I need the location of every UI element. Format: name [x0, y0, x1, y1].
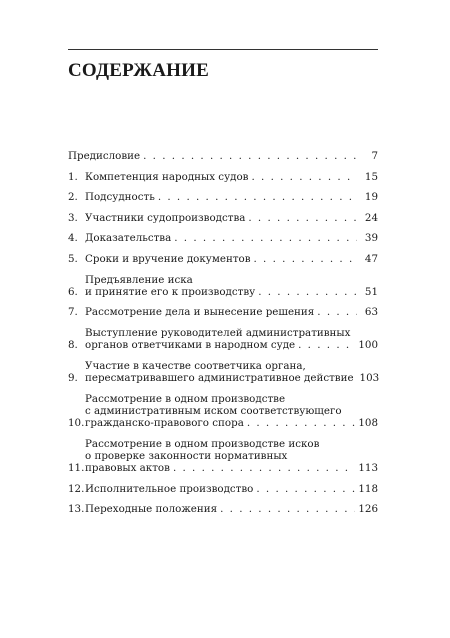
dot-leader: [298, 339, 355, 351]
toc-entry-number: 1.: [68, 170, 78, 183]
toc-entry[interactable]: [68, 232, 378, 244]
toc-entry-page-number: 113: [358, 461, 378, 474]
toc-entry-body: [85, 327, 378, 351]
toc-entry-last-line: [85, 503, 378, 515]
toc-entry-body: [85, 360, 378, 384]
toc-entry-title: Рассмотрение дела и вынесение решения: [85, 306, 315, 319]
toc-entry-body: [85, 191, 378, 203]
toc-entry[interactable]: [68, 274, 378, 298]
toc-entry-page-number: 126: [358, 503, 378, 516]
dot-leader: [174, 232, 357, 244]
toc-entry-title-line: Рассмотрение в одном производстве: [85, 392, 286, 405]
toc-entry-title: Сроки и вручение документов: [85, 252, 251, 265]
page-title: СОДЕРЖАНИЕ: [68, 60, 209, 81]
toc-entry-title: правовых актов: [85, 461, 170, 474]
toc-entry-title: пересматривавшего административное действие: [85, 371, 354, 384]
toc-entry-page-number: 47: [364, 252, 378, 265]
toc-entry-number: 13.: [68, 503, 85, 516]
toc-entry-last-line: [85, 191, 378, 203]
toc-entry-title: Подсудность: [85, 191, 155, 204]
toc-entry-body: [85, 232, 378, 244]
toc-entry[interactable]: [68, 483, 378, 495]
toc-entry[interactable]: [68, 171, 378, 183]
toc-entry-page-number: 108: [358, 416, 378, 429]
toc-entry-title: Предисловие: [68, 150, 141, 162]
toc-entry[interactable]: [68, 503, 378, 515]
toc-entry-body: [85, 503, 378, 515]
dot-leader: [158, 191, 357, 203]
table-of-contents: [68, 150, 378, 524]
toc-entry[interactable]: [68, 360, 378, 384]
toc-entry-body: [85, 393, 378, 430]
toc-entry-last-line: [85, 212, 378, 224]
toc-entry[interactable]: [68, 393, 378, 430]
toc-entry-title-line: Участие в качестве соответчика органа,: [85, 359, 306, 372]
toc-entry-page-number: 51: [364, 285, 378, 298]
toc-entry-page-number: 15: [364, 170, 378, 183]
toc-entry-title-line: Предъявление иска: [85, 273, 193, 286]
dot-leader: [317, 306, 357, 318]
toc-entry[interactable]: [68, 150, 378, 162]
toc-entry-number: 12.: [68, 482, 85, 495]
toc-entry-body: [85, 306, 378, 318]
toc-entry-last-line: [85, 286, 378, 298]
toc-entry-title-line: с административным иском соответствующего: [85, 404, 342, 417]
toc-entry-body: [85, 438, 378, 475]
toc-entry-page-number: 103: [359, 371, 380, 384]
toc-entry-title: Доказательства: [85, 232, 172, 245]
toc-entry-page-number: 7: [371, 150, 378, 162]
toc-entry[interactable]: [68, 253, 378, 265]
toc-entry-last-line: [85, 339, 378, 351]
toc-entry-title-line: Выступление руководителей административных: [85, 326, 351, 339]
toc-entry-number: 10.: [68, 416, 85, 429]
dot-leader: [248, 212, 357, 224]
toc-entry-page-number: 118: [358, 482, 378, 495]
toc-entry[interactable]: [68, 191, 378, 203]
dot-leader: [173, 462, 355, 474]
toc-entry-number: 8.: [68, 339, 78, 352]
top-rule: [68, 49, 378, 50]
toc-entry-last-line: [85, 417, 378, 429]
toc-entry-last-line: [85, 232, 378, 244]
toc-entry-number: 6.: [68, 285, 78, 298]
toc-entry-title: Участники судопроизводства: [85, 211, 246, 224]
dot-leader: [258, 286, 357, 298]
toc-entry-title-line: о проверке законности нормативных: [85, 449, 288, 462]
dot-leader: [254, 253, 357, 265]
toc-entry-title: органов ответчиками в народном суде: [85, 339, 296, 352]
toc-entry-last-line: [85, 462, 378, 474]
toc-entry-last-line: [85, 306, 378, 318]
dot-leader: [247, 417, 356, 429]
toc-entry-last-line: [85, 483, 378, 495]
toc-entry[interactable]: [68, 212, 378, 224]
dot-leader: [220, 503, 355, 515]
toc-entry-last-line: [85, 372, 378, 384]
toc-entry-page-number: 24: [364, 211, 378, 224]
toc-entry[interactable]: [68, 327, 378, 351]
toc-entry-title: Компетенция народных судов: [85, 170, 249, 183]
toc-entry-page-number: 39: [364, 232, 378, 245]
toc-entry[interactable]: [68, 438, 378, 475]
toc-entry-page-number: 100: [358, 339, 378, 352]
toc-entry-body: [85, 212, 378, 224]
toc-entry-number: 2.: [68, 191, 78, 204]
toc-entry-body: [85, 171, 378, 183]
toc-entry-number: 11.: [68, 461, 85, 474]
toc-entry-number: 3.: [68, 211, 78, 224]
toc-entry-number: 4.: [68, 232, 78, 245]
toc-entry-title: и принятие его к производству: [85, 285, 256, 298]
dot-leader: [256, 483, 355, 495]
toc-entry-last-line: [85, 253, 378, 265]
toc-entry-body: [85, 253, 378, 265]
toc-entry-number: 9.: [68, 371, 78, 384]
toc-entry-last-line: [85, 171, 378, 183]
toc-entry-page-number: 19: [364, 191, 378, 204]
toc-entry-title-line: Рассмотрение в одном производстве исков: [85, 437, 320, 450]
toc-entry-number: 5.: [68, 252, 78, 265]
toc-entry-last-line: [68, 150, 378, 162]
toc-entry-title: Переходные положения: [85, 503, 218, 516]
toc-entry[interactable]: [68, 306, 378, 318]
toc-entry-body: [85, 274, 378, 298]
toc-entry-title: Исполнительное производство: [85, 482, 254, 495]
toc-entry-body: [68, 150, 378, 162]
dot-leader: [143, 150, 357, 162]
dot-leader: [251, 171, 357, 183]
toc-entry-number: 7.: [68, 306, 78, 319]
toc-entry-title: гражданско-правового спора: [85, 416, 244, 429]
toc-entry-page-number: 63: [364, 306, 378, 319]
toc-entry-body: [85, 483, 378, 495]
